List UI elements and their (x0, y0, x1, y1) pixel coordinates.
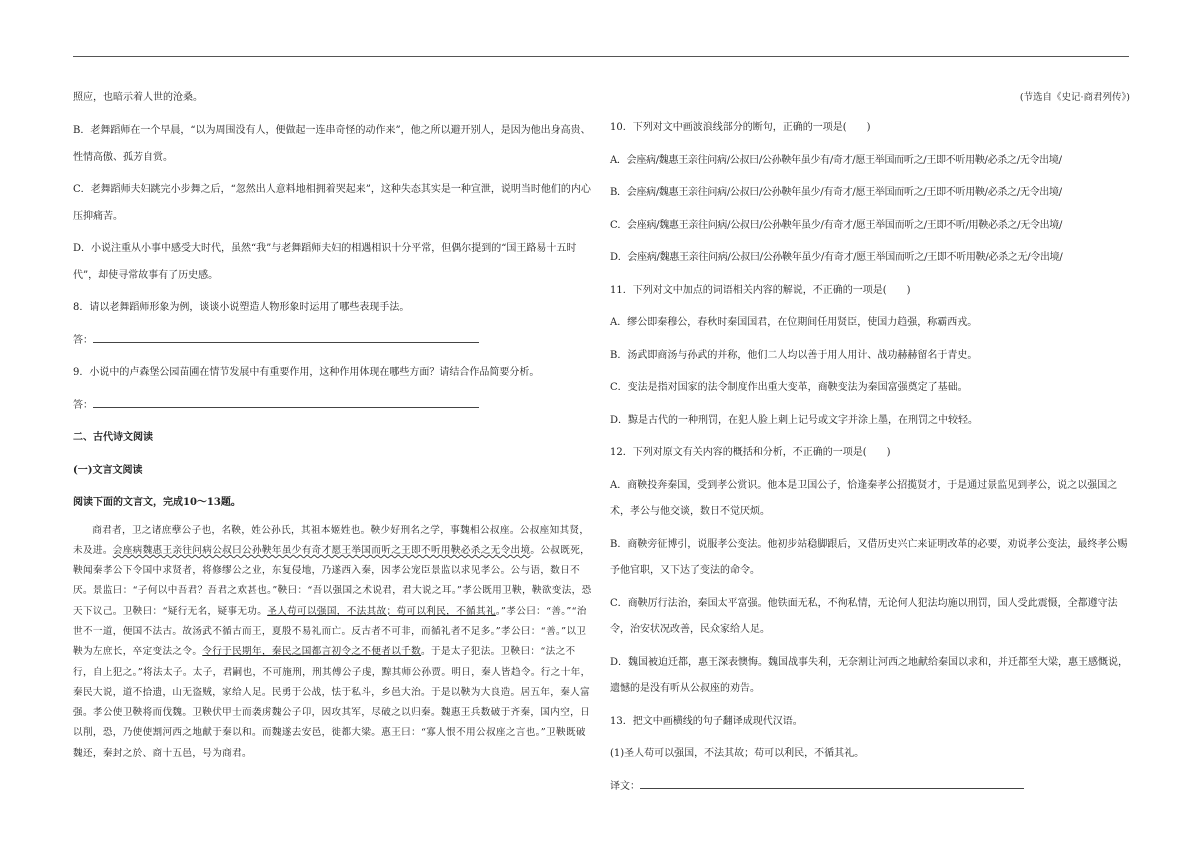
q13-sentence-1: (1)圣人苟可以强国，不法其故；苟可以利民，不循其礼。 (610, 748, 865, 759)
option-b: B．老舞蹈师在一个早晨，“以为周围没有人，便做起一连串奇怪的动作来”，他之所以避开别人，是因为他出身高贵、性情高傲、孤芳自赏。 (73, 125, 591, 163)
translation-blank[interactable] (640, 777, 1024, 789)
q11-option-c: C．变法是指对国家的法令制度作出重大变革，商鞅变法为秦国富强奠定了基础。 (610, 382, 968, 393)
q10-option-b: B．会座病/魏惠王亲往问病/公叔曰/公孙鞅年虽少/有奇才/愿王举国而听之/王即不听用鞅/必杀之/无令出境/ (610, 187, 1062, 198)
answer-8 (73, 328, 595, 355)
q11-option-b: B．汤武即商汤与孙武的并称，他们二人均以善于用人用计、战功赫赫留名于青史。 (610, 349, 978, 361)
passage-text: 。于是太子犯法。卫鞅曰：“法之不行，自上犯之。”将法太子。太子，君嗣也，不可施刑，刑其傅公子虔，黥其师公孙贾。明日，秦人皆趋令。行之十年，秦民大说，道不拾遗，山无盗贼，家给人足。民勇于公战，怯于私斗，乡邑大治。于是以鞅为大良造。居五年，秦人富强。孝公使卫鞅将而伐魏。卫鞅伏甲士而袭虏魏公子卬，因攻其军，尽破之以归秦。魏惠王兵数破于齐秦，国内空，日以削，恐，乃使使割河西之地献于秦以和。而魏遂去安邑，徙都大梁。惠王曰：“寡人恨不用公叔座之言也。”卫鞅既破魏还，秦封之於、商十五邑，号为商君。 (73, 646, 591, 759)
q12-option-c: C．商鞅厉行法治，秦国太平富强。他铁面无私，不徇私情，无论何人犯法均施以刑罚，国人受此震慑，全都遵守法令，治安状况改善，民众家给人足。 (610, 597, 1118, 635)
right-column (610, 84, 1130, 800)
question-9: 9．小说中的卢森堡公园苗圃在情节发展中有重要作用，这种作用体现在哪些方面？请结合作品简要分析。 (73, 367, 540, 378)
underlined-sentence-2: 令行于民期年，秦民之国都言初令之不便者以千数 (202, 646, 422, 658)
reading-instruction: 阅读下面的文言文，完成10～13题。 (73, 497, 241, 508)
section-heading: 二、古代诗文阅读 (73, 432, 153, 443)
q10-option-a: A．会座病/魏惠王亲往问病/公叔曰/公孙鞅年虽少有/奇才/愿王举国而听之/王即不听用鞅/必杀之/无令出境/ (610, 154, 1062, 166)
subsection-heading: (一)文言文阅读 (73, 464, 143, 476)
option-c: C．老舞蹈师夫妇跳完小步舞之后，“忽然出人意料地相拥着哭起来”，这种失态其实是一种宣泄，说明当时他们的内心压抑痛苦。 (73, 184, 591, 222)
underlined-sentence-1: 圣人苟可以强国，不法其故；苟可以利民，不循其礼 (267, 605, 496, 617)
q12-option-d: D．魏国被迫迁都，惠王深表懊悔。魏国战事失利，无奈割让河西之地献给秦国以求和，并迁都至大梁，惠王感慨说，遗憾的是没有听从公叔座的劝告。 (610, 656, 1129, 694)
q10-option-c: C．会座病/魏惠王亲往问病/公叔曰/公孙鞅年虽少/有奇才/愿王举国而听之/王即不听/用鞅必杀之/无令出境/ (610, 219, 1063, 231)
passage-text: 商君者，卫之诸庶孽公子也，名鞅，姓公孙氏，其祖本姬姓也。鞅少好刑名之学，事魏相公叔座。公叔座知其贤，未及进。 (73, 524, 590, 556)
translation-label: 译文： (610, 780, 640, 792)
q11-option-a: A．缪公即秦穆公，春秋时秦国国君，在位期间任用贤臣，使国力趋强，称霸西戎。 (610, 317, 978, 328)
question-12: 12．下列对原文有关内容的概括和分析，不正确的一项是( ) (610, 447, 891, 458)
q12-option-a: A．商鞅投奔秦国，受到孝公赏识。他本是卫国公子，恰逢秦孝公招揽贤才，于是通过景监见到孝公，说之以强国之术，孝公与他交谈，数日不觉厌烦。 (610, 479, 1118, 517)
wavy-underlined-passage: 会座病魏惠王亲往问病公叔曰公孙鞅年虽少有奇才愿王举国而听之王即不听用鞅必杀之无令出境 (112, 544, 531, 556)
left-column (73, 84, 595, 764)
question-13: 13．把文中画横线的句子翻译成现代汉语。 (610, 715, 803, 727)
translation-answer (610, 774, 1130, 801)
answer-blank-8[interactable] (93, 331, 479, 343)
question-8: 8．请以老舞蹈师形象为例，谈谈小说塑造人物形象时运用了哪些表现手法。 (73, 302, 410, 313)
source-citation: (节选自《史记·商君列传》) (1019, 92, 1130, 103)
answer-blank-9[interactable] (93, 396, 479, 408)
q11-option-d: D．黥是古代的一种刑罚，在犯人脸上刺上记号或文字并涂上墨，在刑罚之中较轻。 (610, 414, 979, 426)
q10-option-d: D．会座病/魏惠王亲往问病/公叔曰/公孙鞅年虽少/有奇才/愿王举国而听之/王即不听用鞅/必杀之无/令出境/ (610, 252, 1063, 263)
passage-text: 。公叔既死，鞅闻秦孝公下令国中求贤者，将修缪公之业，东复侵地，乃遂西入秦，因孝公宠臣景监以求见孝公。公与语，数日不厌。景监曰：“子何以中吾君？吾君之欢甚也。”鞅曰：“吾以强国之术说君，君大说之耳。”孝公既用卫鞅，鞅欲变法，恐天下议己。卫鞅曰：“疑行无名，疑事无功。 (73, 544, 592, 617)
question-11: 11．下列对文中加点的词语相关内容的解说，不正确的一项是( ) (610, 284, 911, 296)
option-d: D．小说注重从小事中感受大时代，虽然“我”与老舞蹈师夫妇的相遇相识十分平常，但偶尔提到的“国王路易十五时代”，却使寻常故事有了历史感。 (73, 243, 577, 281)
classical-passage (73, 521, 595, 765)
answer-label: 答： (73, 334, 93, 346)
answer-label: 答： (73, 399, 93, 411)
question-10: 10．下列对文中画波浪线部分的断句，正确的一项是( ) (610, 122, 871, 133)
continuation-text: 照应，也暗示着人世的沧桑。 (73, 92, 203, 103)
header-rule (73, 56, 1129, 57)
passage-text: 。”孝公曰：“善。”“治世不一道，便国不法古。故汤武不循古而王，夏殷不易礼而亡。反古者不可非，而循礼者不足多。”孝公曰：“善。”以卫鞅为左庶长，卒定变法之令。 (73, 605, 587, 658)
answer-9 (73, 393, 595, 420)
q12-option-b: B．商鞅旁征博引，说服孝公变法。他初步站稳脚跟后，又借历史兴亡来证明改革的必要，劝说孝公变法，最终孝公赐予他官职，又下达了变法的命令。 (610, 538, 1128, 576)
